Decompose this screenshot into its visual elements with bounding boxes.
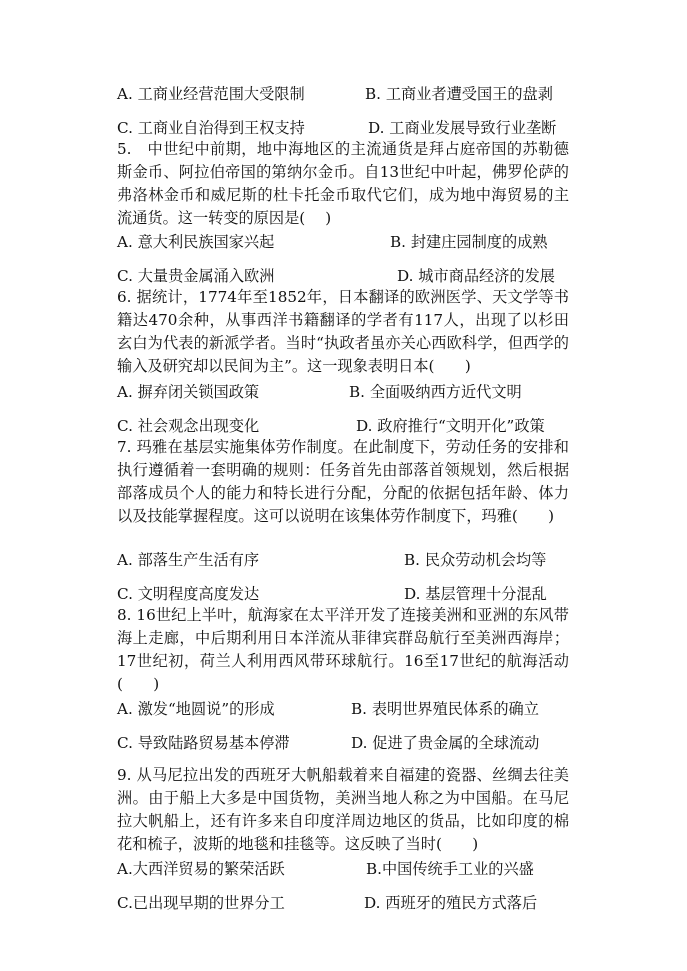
option-q6-c: C. 社会观念出现变化 [117,417,260,435]
option-q6-d: D. 政府推行“文明开化”政策 [356,417,545,435]
option-q8-b: B. 表明世界殖民体系的确立 [351,700,539,718]
option-q7-b: B. 民众劳动机会均等 [404,551,547,569]
question-9-stem: 9. 从马尼拉出发的西班牙大帆船载着来自福建的瓷器、丝绸去往美洲。由于船上大多是中国货物，美洲当地人称之为中国船。在马尼拉大帆船上，还有许多来自印度洋周边地区的货品，比如印度的棉花和梳子，波斯的地毯和挂毯等。这反映了当时( ) [117,766,569,853]
question-5-stem: 5. 中世纪中前期，地中海地区的主流通货是拜占庭帝国的苏勒德斯金币、阿拉伯帝国的第纳尔金币。自13世纪中叶起，佛罗伦萨的弗洛林金币和威尼斯的杜卡托金币取代它们，成为地中海贸易的主流通货。这一转变的原因是( ) [117,140,569,227]
option-q9-c: C.已出现早期的世界分工 [117,894,285,912]
option-q5-c: C. 大量贵金属涌入欧洲 [117,267,275,285]
option-q9-b: B.中国传统手工业的兴盛 [366,860,534,878]
option-q7-d: D. 基层管理十分混乱 [404,585,547,603]
option-q7-a: A. 部落生产生活有序 [117,551,260,569]
option-q7-c: C. 文明程度高度发达 [117,585,260,603]
option-q8-c: C. 导致陆路贸易基本停滞 [117,734,290,752]
option-q4-c: C. 工商业自治得到王权支持 [117,119,305,137]
option-q4-a: A. 工商业经营范围大受限制 [117,85,305,103]
option-q5-b: B. 封建庄园制度的成熟 [390,233,548,251]
option-q9-d: D. 西班牙的殖民方式落后 [364,894,538,912]
option-q5-a: A. 意大利民族国家兴起 [117,233,275,251]
option-q9-a: A.大西洋贸易的繁荣活跃 [117,860,285,878]
option-q6-b: B. 全面吸纳西方近代文明 [349,383,522,401]
option-q8-a: A. 激发“地圆说”的形成 [117,700,275,718]
question-8-stem: 8. 16世纪上半叶，航海家在太平洋开发了连接美洲和亚洲的东风带海上走廊，中后期利用日本洋流从菲律宾群岛航行至美洲西海岸；17世纪初，荷兰人利用西风带环球航行。16至17世纪的航海活动( ) [117,606,569,693]
option-q4-d: D. 工商业发展导致行业垄断 [368,119,557,137]
option-q5-d: D. 城市商品经济的发展 [397,267,555,285]
question-7-stem: 7. 玛雅在基层实施集体劳作制度。在此制度下，劳动任务的安排和执行遵循着一套明确的规则：任务首先由部落首领规划，然后根据部落成员个人的能力和特长进行分配，分配的依据包括年龄、体力以及技能掌握程度。这可以说明在该集体劳作制度下，玛雅( ) [117,438,569,525]
option-q8-d: D. 促进了贵金属的全球流动 [351,734,540,752]
option-q6-a: A. 摒弃闭关锁国政策 [117,383,260,401]
option-q4-b: B. 工商业者遭受国王的盘剥 [365,85,553,103]
question-6-stem: 6. 据统计，1774年至1852年，日本翻译的欧洲医学、天文学等书籍达470余种，从事西洋书籍翻译的学者有117人，出现了以杉田玄白为代表的新派学者。当时“执政者虽亦关心西欧科学，但西学的输入及研究却以民间为主”。这一现象表明日本( ) [117,288,569,375]
